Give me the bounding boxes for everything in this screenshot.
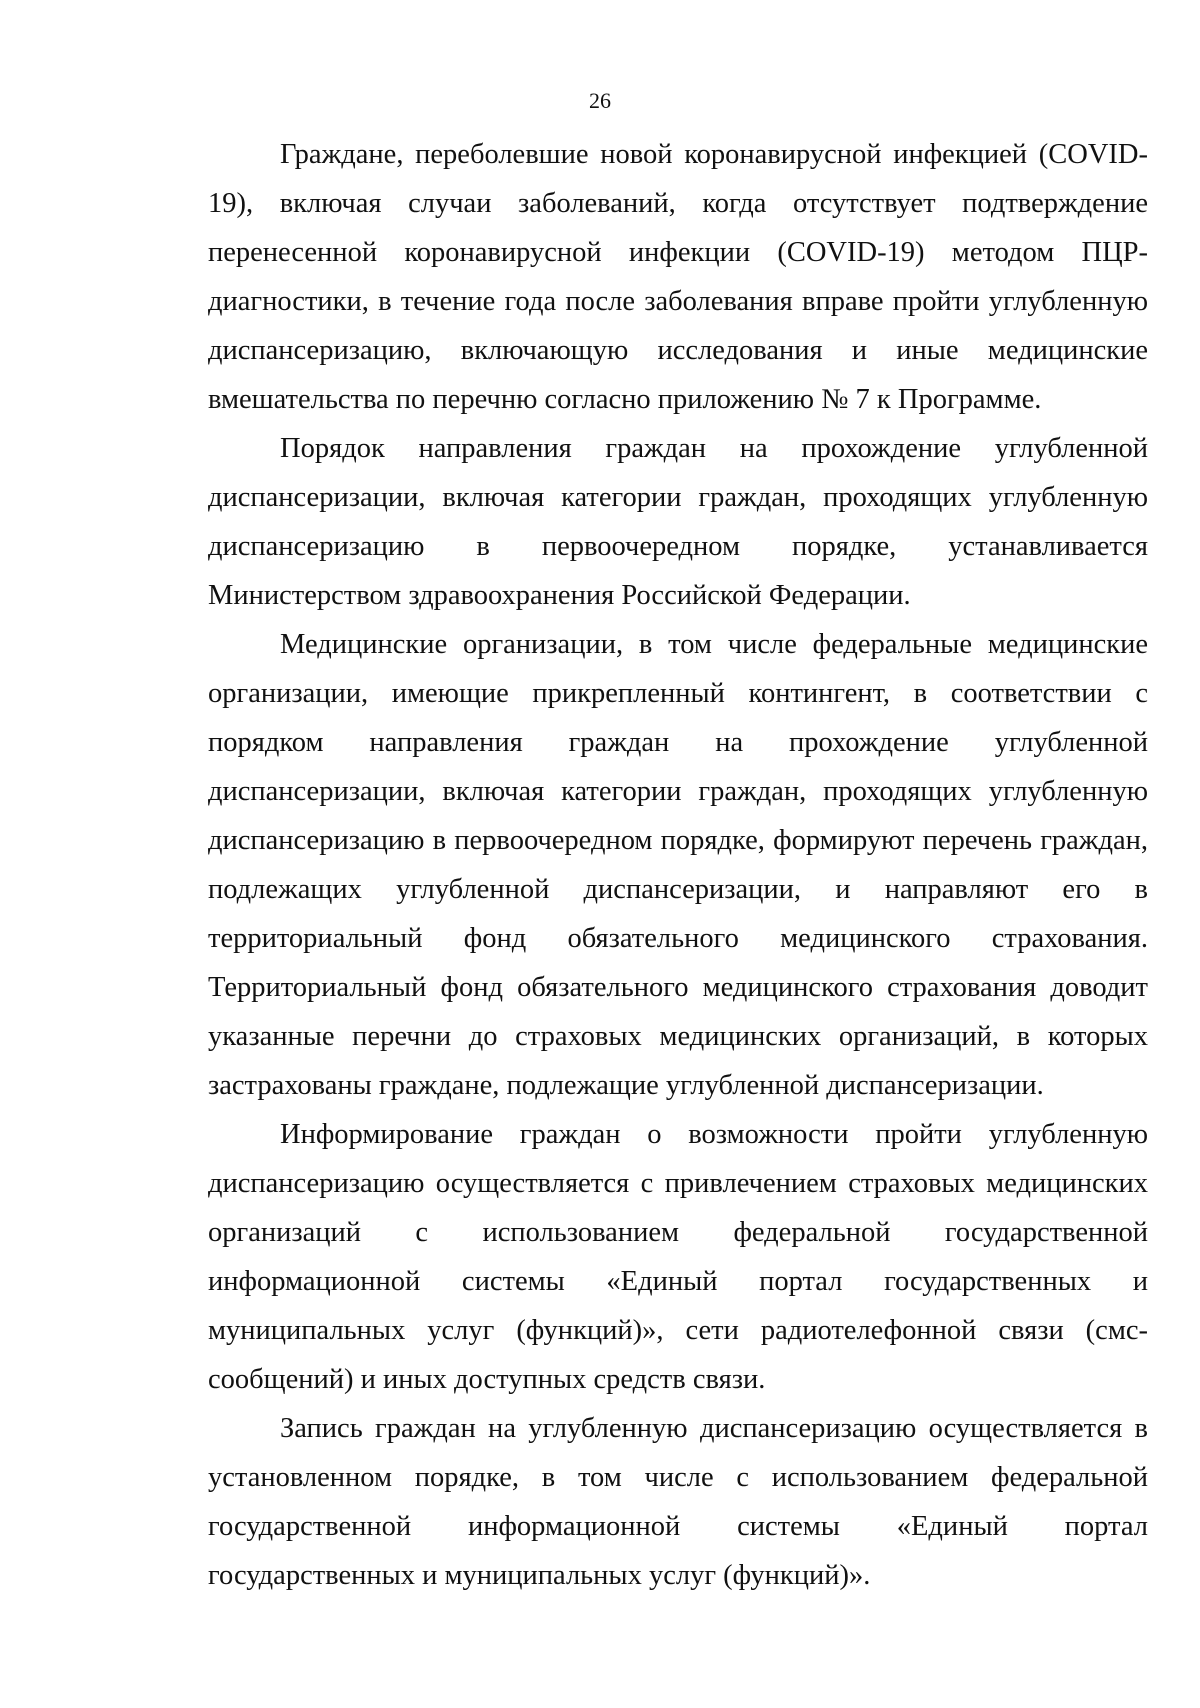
text-line: диспансеризацию осуществляется с привлечением страховых медицинских bbox=[208, 1168, 1148, 1199]
text-line: территориальный фонд обязательного медицинского страхования. bbox=[208, 923, 1148, 954]
paragraph-referral-procedure bbox=[208, 424, 1148, 620]
text-line: государственной информационной системы «Единый портал bbox=[208, 1511, 1148, 1542]
text-line: подлежащих углубленной диспансеризации, и направляют его в bbox=[208, 874, 1148, 905]
text-line: диспансеризацию в первоочередном порядке, устанавливается bbox=[208, 531, 1148, 562]
text-line: Территориальный фонд обязательного медицинского страхования доводит bbox=[208, 972, 1148, 1003]
text-line: диспансеризацию, включающую исследования и иные медицинские bbox=[208, 335, 1148, 366]
document-body bbox=[208, 130, 1148, 1600]
text-line: Запись граждан на углубленную диспансеризацию осуществляется в bbox=[280, 1413, 1148, 1444]
text-line: 19), включая случаи заболеваний, когда отсутствует подтверждение bbox=[208, 188, 1148, 219]
paragraph-medical-organizations bbox=[208, 620, 1148, 1110]
text-line: Порядок направления граждан на прохождение углубленной bbox=[280, 433, 1148, 464]
paragraph-registration bbox=[208, 1404, 1148, 1600]
text-line: сообщений) и иных доступных средств связи. bbox=[208, 1364, 766, 1395]
text-line: перенесенной коронавирусной инфекции (COVID-19) методом ПЦР- bbox=[208, 237, 1148, 268]
text-line: диспансеризацию в первоочередном порядке, формируют перечень граждан, bbox=[208, 825, 1148, 856]
text-line: указанные перечни до страховых медицинских организаций, в которых bbox=[208, 1021, 1148, 1052]
text-line: диспансеризации, включая категории граждан, проходящих углубленную bbox=[208, 776, 1148, 807]
text-line: вмешательства по перечню согласно приложению № 7 к Программе. bbox=[208, 384, 1042, 415]
text-line: Медицинские организации, в том числе федеральные медицинские bbox=[280, 629, 1148, 660]
text-line: организаций с использованием федеральной государственной bbox=[208, 1217, 1148, 1248]
paragraph-informing-citizens bbox=[208, 1110, 1148, 1404]
page-number: 26 bbox=[589, 88, 611, 113]
text-line: установленном порядке, в том числе с использованием федеральной bbox=[208, 1462, 1148, 1493]
text-line: Министерством здравоохранения Российской Федерации. bbox=[208, 580, 911, 611]
text-line: диспансеризации, включая категории граждан, проходящих углубленную bbox=[208, 482, 1148, 513]
text-line: застрахованы граждане, подлежащие углубленной диспансеризации. bbox=[208, 1070, 1044, 1101]
text-line: государственных и муниципальных услуг (функций)». bbox=[208, 1560, 871, 1591]
paragraph-covid-recovered bbox=[208, 130, 1148, 424]
text-line: информационной системы «Единый портал государственных и bbox=[208, 1266, 1148, 1297]
text-line: порядком направления граждан на прохождение углубленной bbox=[208, 727, 1148, 758]
text-line: диагностики, в течение года после заболевания вправе пройти углубленную bbox=[208, 286, 1148, 317]
text-line: муниципальных услуг (функций)», сети радиотелефонной связи (смс- bbox=[208, 1315, 1148, 1346]
text-line: организации, имеющие прикрепленный контингент, в соответствии с bbox=[208, 678, 1148, 709]
text-line: Граждане, переболевшие новой коронавирусной инфекцией (COVID- bbox=[280, 139, 1148, 170]
text-line: Информирование граждан о возможности пройти углубленную bbox=[280, 1119, 1148, 1150]
